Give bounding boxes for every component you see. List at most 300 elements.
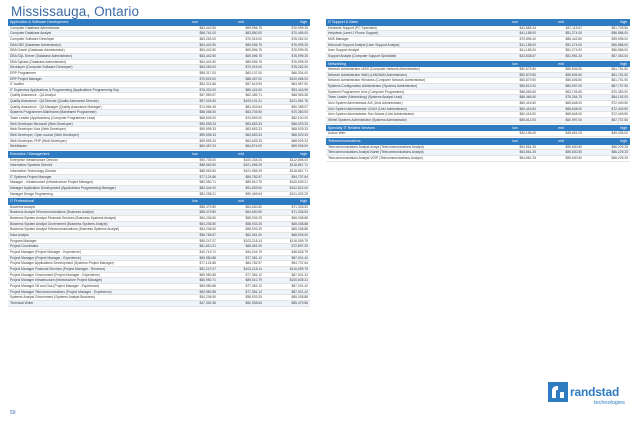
section-header <box>326 19 630 26</box>
job-title-cell: User Support Analyst <box>328 48 359 53</box>
job-title-cell: Systems Programmer Unix (Computer Programmer) <box>328 89 405 94</box>
section-header <box>326 125 630 132</box>
salary-cell: $68,509.00 <box>291 233 308 238</box>
salary-cell: $66,561.00 <box>245 244 262 249</box>
salary-cell: $71,328.53 <box>291 204 308 209</box>
salary-table-section <box>326 138 630 162</box>
salary-cell: $61,751.50 <box>611 67 628 72</box>
job-title-cell: Computer Database Analyst <box>10 31 52 36</box>
salary-cell: $80,950.71 <box>199 278 216 283</box>
column-header-high: high <box>300 20 307 24</box>
job-title-cell: Project Manager Government (Project Manager - Experience) <box>10 272 100 277</box>
salary-cell: $84,192.00 <box>611 95 628 100</box>
job-title-cell: Network Administrator UNIX (Computer Network Administrator) <box>328 67 420 72</box>
salary-cell: $65,648.00 <box>565 106 582 111</box>
job-title-cell: Team Leader (Networking) (Systems Analyst Lead) <box>328 95 403 100</box>
salary-cell: $63,987.50 <box>291 82 308 87</box>
salary-cell: $58,933.25 <box>245 221 262 226</box>
salary-cell: $59,595.33 <box>199 121 216 126</box>
salary-cell: $56,586.00 <box>611 48 628 53</box>
salary-cell: $72,449.50 <box>611 106 628 111</box>
column-header-low: low <box>512 138 518 143</box>
salary-cell: $72,897.29 <box>291 244 308 249</box>
salary-cell: $88,457.00 <box>245 76 262 81</box>
salary-cell: $63,442.50 <box>199 48 216 53</box>
salary-cell: $78,262.00 <box>291 65 308 70</box>
salary-cell: $69,596.75 <box>245 42 262 47</box>
randstad-logo-icon <box>548 382 568 402</box>
job-title-cell: Quality Assurance - QA Director (Quality Assurance Director) <box>10 99 99 104</box>
job-title-cell: DBA Oracle (Database Administrator) <box>10 48 65 53</box>
salary-table-section <box>326 125 630 137</box>
salary-cell: $43,838.67 <box>519 53 536 58</box>
column-header-mid: mid <box>558 125 564 130</box>
job-title-cell: Author Web <box>328 131 346 136</box>
job-title-cell: Unix System Administrator Sun Solaris (Unix Administrator) <box>328 112 415 117</box>
salary-cell: $60,416.50 <box>519 106 536 111</box>
left-column <box>8 19 310 308</box>
job-title-cell: Project Manager Oil and Gas (Project Manager - Experience) <box>10 284 100 288</box>
salary-cell: $82,298.21 <box>199 191 216 196</box>
salary-cell: $49,435.00 <box>611 131 628 136</box>
job-title-cell: Systems Programmer-Mainframe (Mainframe Programmer) <box>10 110 97 115</box>
salary-cell: $77,124.86 <box>199 174 216 179</box>
salary-cell: $52,321.86 <box>199 82 216 87</box>
job-title-cell: Project Manager Telecommunications (Project Manager - Experience) <box>10 289 112 294</box>
column-header-high: high <box>300 199 307 204</box>
salary-cell: $66,466.50 <box>519 95 536 100</box>
salary-cell: $58,065.50 <box>519 89 536 94</box>
column-header-low: low <box>512 125 518 130</box>
salary-cell: $50,908.64 <box>245 300 262 305</box>
job-title-cell: IT Auditor <box>10 82 25 87</box>
table-row <box>8 192 310 198</box>
salary-cell: $43,585.34 <box>519 25 536 30</box>
salary-cell: $85,424.00 <box>245 87 262 92</box>
salary-cell: $89,510.79 <box>245 180 262 185</box>
salary-cell: $100,334.00 <box>243 157 262 162</box>
job-title-cell: Manager Application Development (Applications Programming Manager) <box>10 185 116 190</box>
salary-cell: $76,999.25 <box>291 42 308 47</box>
column-header-mid: mid <box>238 199 244 204</box>
salary-cell: $84,782.57 <box>245 174 262 179</box>
salary-cell: $51,274.00 <box>565 48 582 53</box>
salary-cell: $102,822.00 <box>289 185 308 190</box>
salary-cell: $65,038.88 <box>291 221 308 226</box>
salary-cell: $76,999.25 <box>291 25 308 30</box>
salary-cell: $93,443.99 <box>291 87 308 92</box>
section-title: Specialty IT Related Services <box>328 125 375 130</box>
salary-cell: $68,929.33 <box>291 121 308 126</box>
salary-cell: $87,001.42 <box>291 284 308 288</box>
salary-cell: $54,561.25 <box>519 150 536 155</box>
salary-cell: $70,465.00 <box>291 31 308 36</box>
salary-cell: $51,274.00 <box>565 31 582 36</box>
job-title-cell: Web Developer, Open source (Web Developer) <box>10 133 79 138</box>
section-title: Application & Software Development <box>10 20 69 24</box>
salary-cell: $94,737.64 <box>291 261 308 266</box>
salary-cell: $63,653.33 <box>245 138 262 143</box>
salary-cell: $101,965.29 <box>243 168 262 173</box>
salary-cell: $54,236.50 <box>199 216 216 221</box>
salary-cell: $58,479.80 <box>199 204 216 209</box>
salary-cell: $63,442.50 <box>199 42 216 47</box>
salary-cell: $65,038.88 <box>291 216 308 221</box>
column-header-high: high <box>620 61 627 66</box>
salary-cell: $74,893.00 <box>245 116 262 121</box>
job-title-cell: Web Developer, PHP (Web Developer) <box>10 138 67 143</box>
job-title-cell: Business System Analyst Telecommunications (Business Systems Analyst) <box>10 227 120 232</box>
salary-table-section <box>8 198 310 306</box>
salary-cell: $90,398.07 <box>291 104 308 109</box>
section-header <box>326 138 630 145</box>
brand-tagline: technologies <box>594 400 625 406</box>
section-title: Networking <box>328 61 346 66</box>
salary-cell: $64,630.60 <box>245 204 262 209</box>
salary-cell: $90,739.00 <box>199 157 216 162</box>
salary-cell: $97,024.50 <box>199 99 216 104</box>
salary-cell: $94,737.64 <box>291 174 308 179</box>
salary-cell: $69,926.00 <box>291 144 308 149</box>
salary-cell: $58,933.25 <box>245 295 262 300</box>
job-title-cell: IT Supervisor Applications & Programming (Applications Programming Sup <box>10 87 120 92</box>
salary-cell: $62,489.71 <box>245 93 262 98</box>
job-title-cell: Business Analyst Telecommunications (Business Analyst) <box>10 210 94 215</box>
salary-cell: $74,964.45 <box>199 104 216 109</box>
salary-cell: $58,761.00 <box>199 31 216 36</box>
table-row <box>8 301 310 307</box>
salary-cell: $116,059.79 <box>289 238 308 243</box>
salary-cell: $87,001.42 <box>291 255 308 260</box>
salary-cell: $69,596.75 <box>245 59 262 64</box>
salary-cell: $69,980.88 <box>199 289 216 294</box>
salary-cell: $63,745.50 <box>565 89 582 94</box>
salary-cell: $63,263.00 <box>199 65 216 70</box>
salary-cell: $59,630.50 <box>565 155 582 160</box>
salary-table-section <box>8 19 310 150</box>
salary-cell: $69,980.88 <box>199 272 216 277</box>
salary-cell: $55,317.00 <box>199 70 216 75</box>
column-header-high: high <box>620 20 627 24</box>
salary-cell: $68,929.33 <box>291 138 308 143</box>
column-header-low: low <box>512 61 518 66</box>
job-title-cell: Project Manager (Project Manager - Experience) <box>10 250 81 255</box>
job-title-cell: Project Manager (Project Manager - Experience) <box>10 255 81 260</box>
salary-cell: $55,812.00 <box>519 84 536 89</box>
salary-cell: $116,059.79 <box>289 267 308 272</box>
column-header-low: low <box>192 152 198 157</box>
salary-cell: $76,999.25 <box>291 59 308 64</box>
job-title-cell: Telecommunications Analyst Avaya (Telecommunications Analyst) <box>328 144 424 149</box>
job-title-cell: Quality Assurance - QA Analyst <box>10 93 56 98</box>
table-row <box>8 144 310 150</box>
salary-cell: $69,596.75 <box>245 48 262 53</box>
job-title-cell: Microsoft Support Analyst (User Support Analyst) <box>328 42 400 47</box>
salary-cell: $63,263.00 <box>199 36 216 41</box>
salary-cell: $69,980.88 <box>199 284 216 288</box>
salary-cell: $54,561.25 <box>519 155 536 160</box>
salary-cell: $121,961.76 <box>289 99 308 104</box>
salary-cell: $61,610.21 <box>199 244 216 249</box>
salary-cell: $63,442.50 <box>199 59 216 64</box>
salary-table-section <box>326 61 630 124</box>
salary-cell: $59,595.33 <box>199 127 216 132</box>
salary-cell: $42,196.00 <box>519 131 536 136</box>
salary-cell: $70,915.00 <box>245 65 262 70</box>
salary-cell: $103,218.14 <box>243 238 262 243</box>
salary-cell: $100,065.00 <box>289 76 308 81</box>
job-title-cell: Computer Software Developer <box>10 36 55 41</box>
column-header-high: high <box>620 138 627 143</box>
job-title-cell: Enterprise Infrastructure Director <box>10 157 58 162</box>
salary-cell: $48,828.79 <box>291 250 308 255</box>
job-title-cell: MIIS Manager <box>328 36 349 41</box>
table-row <box>326 118 630 124</box>
salary-cell: $60,416.50 <box>519 112 536 117</box>
job-title-cell: Project Coordinator <box>10 244 39 249</box>
salary-cell: $66,229.25 <box>611 144 628 149</box>
salary-cell: $77,124.86 <box>199 261 216 266</box>
job-title-cell: Unix System Administrator AIX (Unix Administrator) <box>328 101 403 106</box>
salary-cell: $58,479.80 <box>199 210 216 215</box>
salary-cell: $45,651.00 <box>565 131 582 136</box>
job-title-cell: DBA Sybase (Database Administrator) <box>10 59 66 64</box>
job-title-cell: Telecommunications Analyst VOIP (Telecommunications Analyst) <box>328 155 423 160</box>
salary-cell: $55,479.86 <box>291 300 308 305</box>
salary-cell: $59,595.33 <box>199 133 216 138</box>
job-title-cell: IT Systems Project Manager <box>10 174 52 179</box>
job-title-cell: Business Analyst <box>10 204 35 209</box>
salary-cell: $103,218.14 <box>243 267 262 272</box>
job-title-cell: Project Manager Infrastructure (Infrastructure Project Manager) <box>10 278 103 283</box>
salary-cell: $58,933.25 <box>245 216 262 221</box>
job-title-cell: Telecommunications Analyst Nortel (Telecommunications Analyst) <box>328 150 424 155</box>
salary-cell: $51,705.50 <box>611 25 628 30</box>
section-header <box>8 151 310 158</box>
salary-cell: $79,529.00 <box>199 76 216 81</box>
salary-cell: $70,915.00 <box>245 36 262 41</box>
salary-cell: $51,981.33 <box>565 53 582 58</box>
salary-cell: $100,639.21 <box>289 180 308 185</box>
salary-cell: $41,188.00 <box>519 31 536 36</box>
section-title: Telecommunications <box>328 138 361 143</box>
salary-cell: $70,350.00 <box>291 110 308 115</box>
column-header-high: high <box>300 152 307 157</box>
salary-cell: $118,867.71 <box>289 168 308 173</box>
salary-cell: $59,630.50 <box>565 150 582 155</box>
salary-cell: $50,879.50 <box>519 72 536 77</box>
salary-cell: $60,416.50 <box>519 101 536 106</box>
job-title-cell: Network Administrator Windows (Computer Network Administrator) <box>328 78 426 83</box>
right-column <box>326 19 630 163</box>
salary-cell: $63,653.33 <box>245 127 262 132</box>
salary-cell: $64,630.60 <box>245 210 262 215</box>
job-title-cell: Deskside Support (PC Specialist) <box>328 25 377 30</box>
salary-cell: $66,229.25 <box>611 150 628 155</box>
salary-cell: $51,274.00 <box>565 42 582 47</box>
job-title-cell: ERP Project Manager <box>10 76 42 81</box>
table-row <box>326 156 630 162</box>
job-title-cell: Manager Design Engineering <box>10 191 53 196</box>
salary-cell: $55,812.00 <box>519 118 536 123</box>
salary-cell: $72,449.50 <box>611 101 628 106</box>
salary-cell: $50,879.50 <box>519 67 536 72</box>
column-header-high: high <box>620 125 627 130</box>
salary-cell: $57,363.00 <box>611 53 628 58</box>
job-title-cell: Computer Database Administrator <box>10 25 60 30</box>
salary-cell: $65,038.88 <box>291 227 308 232</box>
salary-cell: $62,061.00 <box>245 233 262 238</box>
page-number: 59 <box>10 410 16 416</box>
column-header-mid: mid <box>558 20 564 24</box>
salary-cell: $63,653.33 <box>245 121 262 126</box>
salary-cell: $65,038.88 <box>291 295 308 300</box>
salary-cell: $47,115.67 <box>565 25 582 30</box>
salary-cell: $82,100.00 <box>291 116 308 121</box>
salary-cell: $118,867.71 <box>289 163 308 168</box>
salary-cell: $54,561.25 <box>519 144 536 149</box>
job-title-cell: Information Systems Director <box>10 163 53 168</box>
salary-cell: $77,381.12 <box>245 284 262 288</box>
salary-cell: $40,719.71 <box>199 250 216 255</box>
job-title-cell: Business System Analyst Financial Services (Business Systems Analyst) <box>10 216 117 221</box>
salary-cell: $60,107.00 <box>245 70 262 75</box>
salary-cell: $56,586.00 <box>611 42 628 47</box>
job-title-cell: WebMaster <box>10 144 27 149</box>
column-header-mid: mid <box>558 61 564 66</box>
salary-table-section <box>326 19 630 60</box>
salary-cell: $66,229.25 <box>611 155 628 160</box>
job-title-cell: Business System Analyst Government (Business Systems Analyst) <box>10 221 108 226</box>
salary-cell: $68,526.00 <box>199 116 216 121</box>
job-title-cell: Unix System Administrator LINUX (Unix Administrator) <box>328 106 408 111</box>
salary-cell: $112,898.00 <box>289 157 308 162</box>
salary-cell: $67,737.50 <box>611 118 628 123</box>
column-header-mid: mid <box>558 138 564 143</box>
salary-cell: $54,236.50 <box>199 227 216 232</box>
salary-cell: $71,328.53 <box>291 210 308 215</box>
salary-cell: $57,569.57 <box>199 93 216 98</box>
salary-cell: $44,244.79 <box>245 250 262 255</box>
salary-cell: $63,653.33 <box>245 133 262 138</box>
salary-cell: $68,963.08 <box>291 93 308 98</box>
job-title-cell: Web Developer Unix (Web Developer) <box>10 127 66 132</box>
salary-cell: $101,965.29 <box>243 163 262 168</box>
salary-cell: $76,332.00 <box>199 87 216 92</box>
salary-cell: $78,262.00 <box>291 36 308 41</box>
salary-cell: $63,442.50 <box>199 53 216 58</box>
salary-cell: $92,247.07 <box>199 267 216 272</box>
salary-cell: $67,737.50 <box>611 84 628 89</box>
section-title: IT Professional <box>10 199 34 204</box>
salary-cell: $68,929.33 <box>291 133 308 138</box>
section-header <box>326 61 630 68</box>
salary-cell: $47,392.36 <box>199 300 216 305</box>
job-title-cell: Data Analyst <box>10 233 29 238</box>
job-title-cell: Information Technology Director <box>10 168 57 173</box>
job-title-cell: DBA SQL Server (Database Administrator) <box>10 53 72 58</box>
job-title-cell: Network Administrator WAN (LAN/WAN Administrator) <box>328 72 407 77</box>
salary-cell: $88,963.50 <box>199 163 216 168</box>
column-header-low: low <box>512 20 518 24</box>
salary-cell: $55,606.50 <box>565 67 582 72</box>
salary-cell: $83,344.00 <box>199 185 216 190</box>
randstad-logo <box>548 382 634 412</box>
column-header-mid: mid <box>238 20 244 24</box>
salary-cell: $95,995.00 <box>611 36 628 41</box>
salary-cell: $91,839.00 <box>245 185 262 190</box>
salary-cell: $60,457.00 <box>199 144 216 149</box>
salary-cell: $63,850.00 <box>245 31 262 36</box>
salary-table-section <box>8 151 310 197</box>
salary-cell: $66,334.00 <box>291 70 308 75</box>
salary-cell: $69,596.75 <box>245 25 262 30</box>
salary-cell: $101,092.29 <box>289 191 308 196</box>
salary-cell: $76,999.25 <box>291 53 308 58</box>
job-title-cell: Project Manager Financial Services (Project Manager - Revenue) <box>10 267 106 272</box>
job-title-cell: Web Developer Microsoft (Web Developer) <box>10 121 73 126</box>
section-header <box>8 198 310 205</box>
salary-cell: $55,606.50 <box>565 78 582 83</box>
table-row <box>326 54 630 60</box>
salary-cell: $50,879.50 <box>519 78 536 83</box>
salary-cell: $61,751.50 <box>611 78 628 83</box>
salary-cell: $77,381.12 <box>245 272 262 277</box>
salary-cell: $88,963.50 <box>199 168 216 173</box>
column-header-low: low <box>192 20 198 24</box>
salary-cell: $68,929.33 <box>291 127 308 132</box>
job-title-cell: Project Manager Applications Development (Systems Project Manager) <box>10 261 114 266</box>
salary-cell: $56,586.00 <box>611 31 628 36</box>
salary-cell: $65,648.00 <box>565 101 582 106</box>
salary-cell: $54,236.50 <box>199 221 216 226</box>
salary-cell: $65,648.00 <box>565 112 582 117</box>
salary-cell: $56,765.67 <box>199 233 216 238</box>
salary-cell: $54,236.50 <box>199 295 216 300</box>
salary-cell: $79,896.40 <box>519 36 536 41</box>
job-title-cell: Manager - Infrastructure (Infrastructure Project Manager) <box>10 180 94 185</box>
salary-cell: $61,751.50 <box>611 72 628 77</box>
section-header <box>8 19 310 26</box>
salary-cell: $89,510.79 <box>245 278 262 283</box>
job-title-cell: Team Leader (Applications) (Computer Programmer Lead) <box>10 116 96 121</box>
salary-cell: $60,997.00 <box>565 118 582 123</box>
salary-cell: $64,574.00 <box>245 144 262 149</box>
salary-cell: $57,619.93 <box>245 82 262 87</box>
section-title: IT Support & Sales <box>328 20 359 24</box>
job-title-cell: Systems Analyst Government (Systems Analyst Business) <box>10 295 95 300</box>
job-title-cell: Helpdesk (Level 1 Phone Support) <box>328 31 379 36</box>
salary-cell: $69,980.88 <box>199 255 216 260</box>
salary-cell: $100,639.21 <box>289 278 308 283</box>
salary-cell: $69,596.75 <box>245 53 262 58</box>
job-title-cell: Wintel Systems Administrator (Systems Administrator) <box>328 118 407 123</box>
job-title-cell: Support Analyst (Computer Support Specialist) <box>328 53 397 58</box>
job-title-cell: Quality Assurance - QA Manager (Quality Assurance Manager) <box>10 104 102 109</box>
salary-cell: $41,188.00 <box>519 48 536 53</box>
column-header-low: low <box>192 199 198 204</box>
salary-cell: $59,630.50 <box>565 144 582 149</box>
salary-cell: $95,247.07 <box>199 238 216 243</box>
section-title: Executive / Management <box>10 152 50 157</box>
salary-cell: $87,001.42 <box>291 289 308 294</box>
job-title-cell: Developer (Computer Software Developer) <box>10 65 73 70</box>
salary-cell: $77,381.12 <box>245 255 262 260</box>
salary-cell: $72,449.50 <box>611 112 628 117</box>
salary-cell: $63,442.50 <box>199 25 216 30</box>
salary-cell: $84,782.57 <box>245 261 262 266</box>
job-title-cell: Technical Writer <box>10 300 34 305</box>
